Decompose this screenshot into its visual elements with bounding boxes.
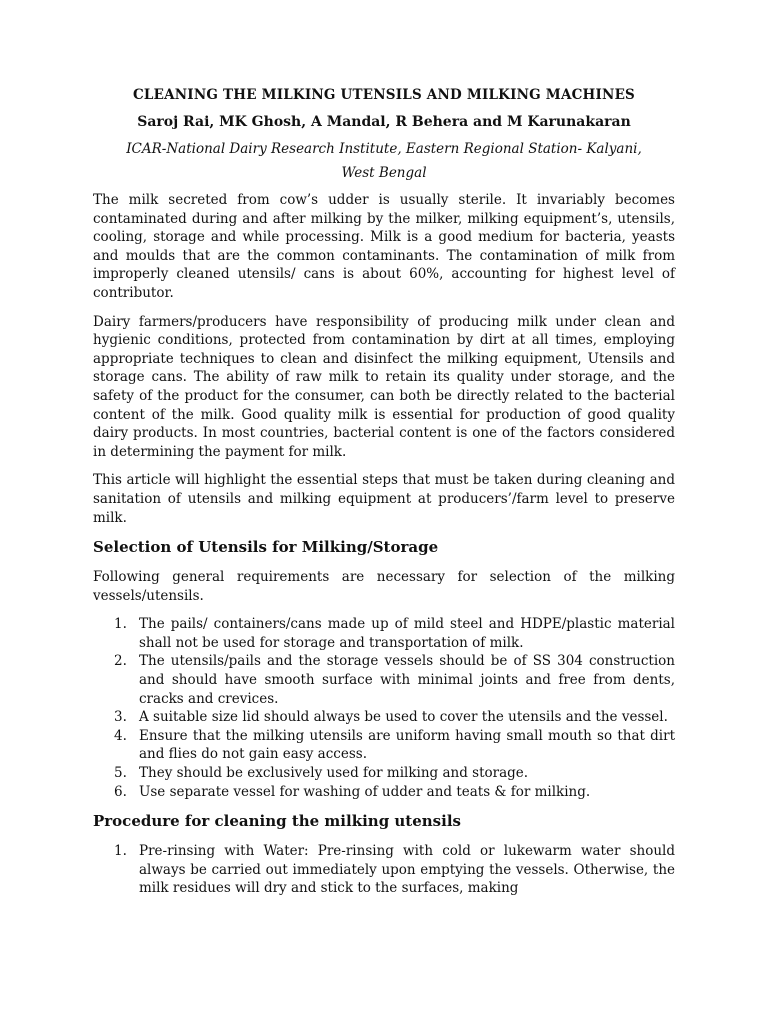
list-item: 2. The utensils/pails and the storage vessels should be of SS 304 construction and should have smooth surface with minimal joints and free from dents, cracks and crevices. [114, 653, 675, 707]
document-title: CLEANING THE MILKING UTENSILS AND MILKING MACHINES [132, 87, 636, 103]
list-item: 6. Use separate vessel for washing of udder and teats & for milking. [114, 783, 591, 800]
affiliation [93, 137, 675, 185]
list-item: 5. They should be exclusively used for milking and storage. [114, 765, 529, 782]
list-item: 1. The pails/ containers/cans made up of mild steel and HDPE/plastic material shall not be used for storage and transportation of milk. [114, 616, 675, 651]
author-list: Saroj Rai, MK Ghosh, A Mandal, R Behera and M Karunakaran [137, 114, 631, 130]
paragraph-intro: The milk secreted from cow’s udder is usually sterile. It invariably becomes contaminated during and after milking by the milker, milking equipment’s, utensils, cooling, storage and while processing. Milk is a good medium for bacteria, yeasts and moulds that are the common contaminants. The contamination of milk from improperly cleaned utensils/ cans is about 60%, accounting for highest level of contributor. [93, 192, 675, 301]
list-item: 1. Pre-rinsing with Water: Pre-rinsing with cold or lukewarm water should always be carried out immediately upon emptying the vessels. Otherwise, the milk residues will dry and stick to the surfaces, making [114, 843, 675, 897]
paragraph-selection-intro: Following general requirements are necessary for selection of the milking vessels/utensils. [93, 569, 675, 604]
paragraph-article-scope: This article will highlight the essential steps that must be taken during cleaning and sanitation of utensils and milking equipment at producers’/farm level to preserve milk. [93, 472, 675, 526]
selection-requirements-list [93, 615, 675, 801]
paragraph-responsibility: Dairy farmers/producers have responsibility of producing milk under clean and hygienic conditions, protected from contamination by dirt at all times, employing appropriate techniques to clean and disinfect the milking equipment, Utensils and storage cans. The ability of raw milk to retain its quality under storage, and the safety of the product for the consumer, can both be directly related to the bacterial content of the milk. Good quality milk is essential for production of good quality dairy products. In most countries, bacterial content is one of the factors considered in determining the payment for milk. [93, 313, 675, 460]
document-page [93, 86, 675, 908]
cleaning-procedure-list [93, 842, 675, 898]
list-item: 3. A suitable size lid should always be used to cover the utensils and the vessel. [114, 709, 668, 726]
list-item: 4. Ensure that the milking utensils are uniform having small mouth so that dirt and flies do not gain easy access. [114, 727, 675, 763]
section-heading-selection: Selection of Utensils for Milking/Storage [93, 538, 439, 557]
affiliation-line: ICAR-National Dairy Research Institute, Eastern Regional Station- Kalyani, [126, 141, 642, 157]
section-heading-procedure: Procedure for cleaning the milking utensils [93, 812, 461, 831]
affiliation-line: West Bengal [341, 165, 427, 181]
